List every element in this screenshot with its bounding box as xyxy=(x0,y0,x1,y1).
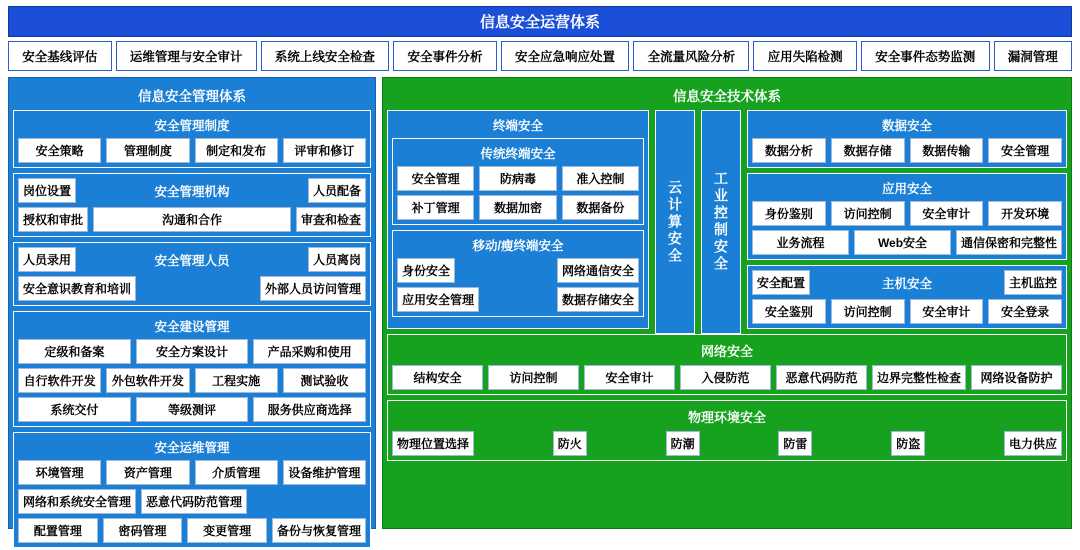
group-title-data-security: 数据安全 xyxy=(881,119,932,133)
item-outsourced-dev[interactable]: 外包软件开发 xyxy=(106,368,189,393)
row xyxy=(18,368,366,393)
tab-situation-monitor[interactable]: 安全事件态势监测 xyxy=(861,41,990,71)
group-security-personnel xyxy=(13,242,371,306)
row xyxy=(392,431,1062,456)
item-data-security-mgmt[interactable]: 安全管理 xyxy=(988,138,1062,163)
item-data-backup[interactable]: 数据备份 xyxy=(562,195,639,220)
item-environment-mgmt[interactable]: 环境管理 xyxy=(18,460,101,485)
row xyxy=(18,178,366,203)
item-web-security[interactable]: Web安全 xyxy=(854,230,951,255)
group-title-physical-environment-security: 物理环境安全 xyxy=(687,410,766,425)
item-patch-mgmt[interactable]: 补丁管理 xyxy=(397,195,474,220)
item-data-encryption[interactable]: 数据加密 xyxy=(479,195,556,220)
item-boundary-integrity-check[interactable]: 边界完整性检查 xyxy=(872,365,966,390)
body-columns xyxy=(8,77,1072,538)
group-terminal-security xyxy=(387,110,649,329)
technical-top-section xyxy=(387,110,1067,334)
row xyxy=(18,460,366,485)
group-host-security xyxy=(747,265,1067,329)
item-secure-login[interactable]: 安全登录 xyxy=(988,299,1062,324)
group-title-network-security: 网络安全 xyxy=(700,344,753,359)
data-app-host-column xyxy=(747,110,1067,334)
row xyxy=(397,287,639,312)
item-supplier-selection[interactable]: 服务供应商选择 xyxy=(253,397,366,422)
group-title-security-policy: 安全管理制度 xyxy=(154,119,230,133)
tab-vuln-management[interactable]: 漏洞管理 xyxy=(994,41,1073,71)
item-security-strategy[interactable]: 安全策略 xyxy=(18,138,101,163)
group-data-security xyxy=(747,110,1067,168)
row xyxy=(752,138,1062,163)
item-app-security-audit[interactable]: 安全审计 xyxy=(910,201,984,226)
group-title-terminal-security: 终端安全 xyxy=(492,119,543,133)
item-communication-cooperation[interactable]: 沟通和合作 xyxy=(93,207,291,232)
item-backup-recovery-mgmt[interactable]: 备份与恢复管理 xyxy=(272,518,366,543)
row xyxy=(752,230,1062,255)
item-business-process[interactable]: 业务流程 xyxy=(752,230,849,255)
item-network-device-protection[interactable]: 网络设备防护 xyxy=(971,365,1062,390)
tab-app-compromise[interactable]: 应用失陷检测 xyxy=(753,41,857,71)
item-management-system[interactable]: 管理制度 xyxy=(106,138,189,163)
row xyxy=(18,138,366,163)
item-network-comm-security[interactable]: 网络通信安全 xyxy=(557,258,639,283)
item-authorize-approve[interactable]: 授权和审批 xyxy=(18,207,88,232)
group-title-security-operations: 安全运维管理 xyxy=(154,441,230,455)
subgroup-mobile-thin-terminal xyxy=(392,230,644,317)
item-identity-security[interactable]: 身份安全 xyxy=(397,258,455,283)
group-security-operations xyxy=(13,432,371,548)
item-app-access-control[interactable]: 访问控制 xyxy=(831,201,905,226)
item-security-configuration[interactable]: 安全配置 xyxy=(752,270,810,295)
group-security-org xyxy=(13,173,371,237)
item-structure-security[interactable]: 结构安全 xyxy=(392,365,483,390)
item-malicious-code-mgmt[interactable]: 恶意代码防范管理 xyxy=(141,489,247,514)
item-host-security-audit[interactable]: 安全审计 xyxy=(910,299,984,324)
item-personnel-departure[interactable]: 人员离岗 xyxy=(308,247,366,272)
group-title-security-personnel: 安全管理人员 xyxy=(154,253,230,268)
item-app-identity-auth[interactable]: 身份鉴别 xyxy=(752,201,826,226)
item-data-storage-security[interactable]: 数据存储安全 xyxy=(557,287,639,312)
management-system-title: 信息安全管理体系 xyxy=(138,89,246,104)
item-in-house-dev[interactable]: 自行软件开发 xyxy=(18,368,101,393)
group-application-security xyxy=(747,173,1067,260)
item-data-analysis[interactable]: 数据分析 xyxy=(752,138,826,163)
item-change-mgmt[interactable]: 变更管理 xyxy=(187,518,267,543)
management-system-column xyxy=(8,77,376,538)
item-post-setup[interactable]: 岗位设置 xyxy=(18,178,76,203)
item-app-security-mgmt[interactable]: 应用安全管理 xyxy=(397,287,479,312)
item-host-monitoring[interactable]: 主机监控 xyxy=(1004,270,1062,295)
item-personnel-hiring[interactable]: 人员录用 xyxy=(18,247,76,272)
row xyxy=(397,166,639,191)
item-antivirus[interactable]: 防病毒 xyxy=(479,166,556,191)
group-physical-environment-security xyxy=(387,400,1067,461)
item-moisture-protection[interactable]: 防潮 xyxy=(666,431,700,456)
row xyxy=(18,207,366,232)
tab-baseline[interactable]: 安全基线评估 xyxy=(8,41,112,71)
item-device-maintenance[interactable]: 设备维护管理 xyxy=(283,460,366,485)
group-title-security-construction: 安全建设管理 xyxy=(154,320,230,334)
label-cloud-computing-security: 云计算安全 xyxy=(655,110,695,334)
technical-system-title: 信息安全技术体系 xyxy=(673,89,781,104)
subgroup-traditional-terminal xyxy=(392,138,644,225)
item-awareness-training[interactable]: 安全意识教育和培训 xyxy=(18,276,136,301)
item-data-storage[interactable]: 数据存储 xyxy=(831,138,905,163)
group-security-policy xyxy=(13,110,371,168)
item-net-security-audit[interactable]: 安全审计 xyxy=(584,365,675,390)
item-host-access-control[interactable]: 访问控制 xyxy=(831,299,905,324)
item-grading-filing[interactable]: 定级和备案 xyxy=(18,339,131,364)
tab-ops-audit[interactable]: 运维管理与安全审计 xyxy=(116,41,257,71)
item-asset-mgmt[interactable]: 资产管理 xyxy=(106,460,189,485)
group-security-construction xyxy=(13,311,371,427)
tab-event-analysis[interactable]: 安全事件分析 xyxy=(393,41,497,71)
item-external-access-mgmt[interactable]: 外部人员访问管理 xyxy=(260,276,366,301)
item-media-mgmt[interactable]: 介质管理 xyxy=(195,460,278,485)
item-security-scheme-design[interactable]: 安全方案设计 xyxy=(136,339,249,364)
group-title-application-security: 应用安全 xyxy=(881,182,932,196)
item-host-identity-auth[interactable]: 安全鉴别 xyxy=(752,299,826,324)
group-title-host-security: 主机安全 xyxy=(881,276,932,291)
tab-online-check[interactable]: 系统上线安全检查 xyxy=(261,41,390,71)
row xyxy=(18,247,366,272)
row xyxy=(18,397,366,422)
item-physical-location[interactable]: 物理位置选择 xyxy=(392,431,474,456)
tab-traffic-risk[interactable]: 全流量风险分析 xyxy=(633,41,749,71)
item-net-access-control[interactable]: 访问控制 xyxy=(488,365,579,390)
row xyxy=(18,339,366,364)
item-system-delivery[interactable]: 系统交付 xyxy=(18,397,131,422)
item-theft-protection[interactable]: 防盗 xyxy=(891,431,925,456)
group-title-security-org: 安全管理机构 xyxy=(154,184,230,199)
top-tab-bar xyxy=(8,41,1072,71)
row xyxy=(18,276,366,301)
item-review-revise[interactable]: 评审和修订 xyxy=(283,138,366,163)
tab-emergency-response[interactable]: 安全应急响应处置 xyxy=(501,41,630,71)
item-test-acceptance[interactable]: 测试验收 xyxy=(283,368,366,393)
item-data-transmission[interactable]: 数据传输 xyxy=(910,138,984,163)
item-terminal-security-mgmt[interactable]: 安全管理 xyxy=(397,166,474,191)
item-network-system-security-mgmt[interactable]: 网络和系统安全管理 xyxy=(18,489,136,514)
item-formulate-publish[interactable]: 制定和发布 xyxy=(195,138,278,163)
item-dev-environment[interactable]: 开发环境 xyxy=(988,201,1062,226)
item-engineering-impl[interactable]: 工程实施 xyxy=(195,368,278,393)
group-network-security xyxy=(387,334,1067,395)
label-industrial-control-security: 工业控制安全 xyxy=(701,110,741,334)
row xyxy=(397,195,639,220)
item-config-mgmt[interactable]: 配置管理 xyxy=(18,518,98,543)
row xyxy=(18,518,366,543)
item-comm-confidentiality-integrity[interactable]: 通信保密和完整性 xyxy=(956,230,1062,255)
item-intrusion-prevention[interactable]: 入侵防范 xyxy=(680,365,771,390)
subgroup-title-traditional-terminal: 传统终端安全 xyxy=(480,147,556,161)
item-lightning-protection[interactable]: 防雷 xyxy=(778,431,812,456)
row xyxy=(392,365,1062,390)
item-password-mgmt[interactable]: 密码管理 xyxy=(103,518,183,543)
page-title: 信息安全运营体系 xyxy=(8,6,1072,37)
item-access-admission-control[interactable]: 准入控制 xyxy=(562,166,639,191)
row xyxy=(752,299,1062,324)
row xyxy=(18,489,366,514)
technical-system-column xyxy=(382,77,1072,529)
item-staff-allocation[interactable]: 人员配备 xyxy=(308,178,366,203)
item-grade-evaluation[interactable]: 等级测评 xyxy=(136,397,249,422)
row xyxy=(397,258,639,283)
row xyxy=(752,270,1062,295)
subgroup-title-mobile-thin-terminal: 移动/瘦终端安全 xyxy=(472,239,564,253)
vertical-label-group xyxy=(655,110,741,334)
item-fire-protection[interactable]: 防火 xyxy=(553,431,587,456)
item-product-procurement[interactable]: 产品采购和使用 xyxy=(253,339,366,364)
item-review-inspection[interactable]: 审查和检查 xyxy=(296,207,366,232)
item-power-supply[interactable]: 电力供应 xyxy=(1004,431,1062,456)
item-malicious-code-prevention[interactable]: 恶意代码防范 xyxy=(776,365,867,390)
row xyxy=(752,201,1062,226)
